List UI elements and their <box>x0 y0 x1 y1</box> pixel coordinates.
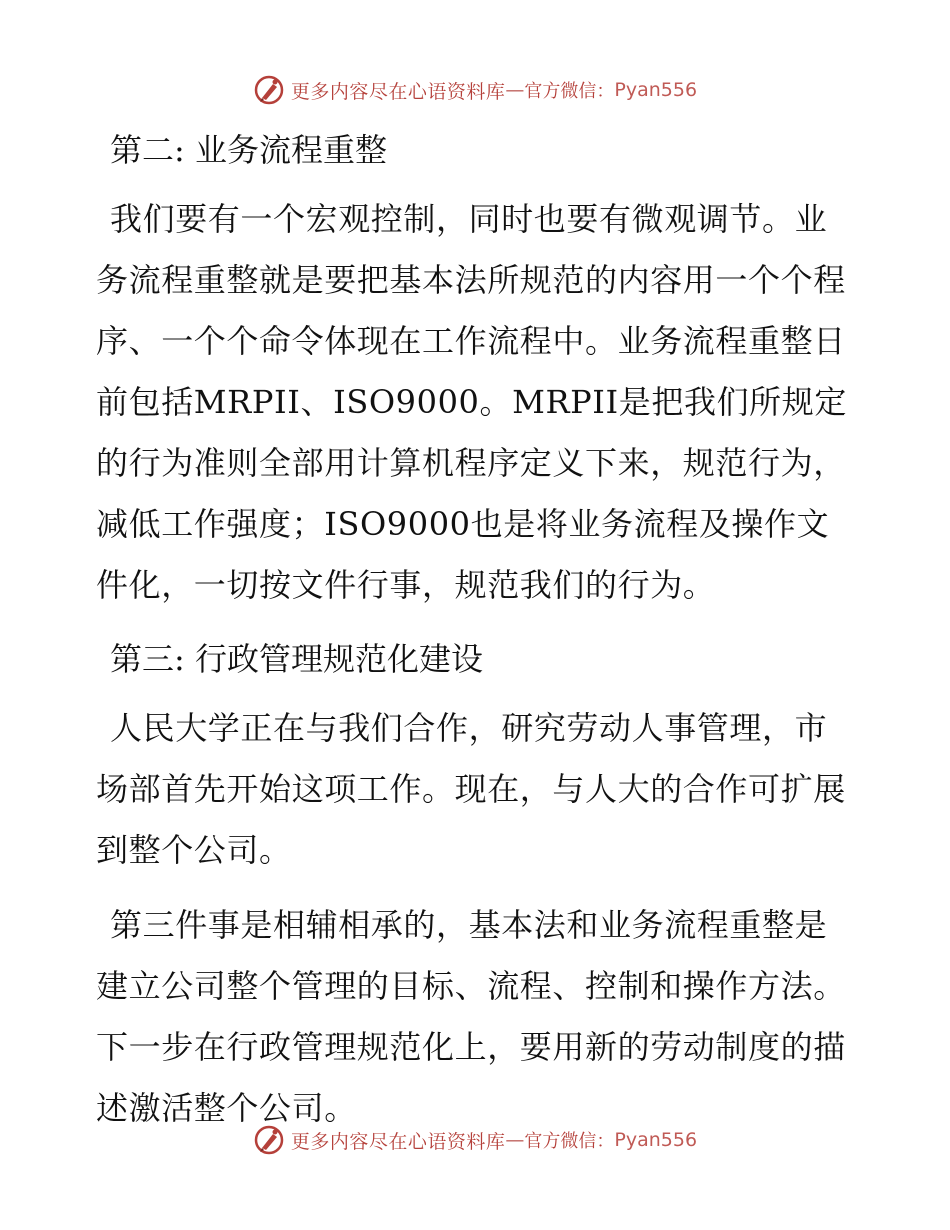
footer-watermark <box>0 1122 950 1158</box>
watermark-wechat-id: Pyan556 <box>614 1129 698 1151</box>
watermark-wechat-id: Pyan556 <box>614 79 698 101</box>
body-paragraph: 我们要有一个宏观控制，同时也要有微观调节。业务流程重整就是要把基本法所规范的内容用一个个程序、一个个命令体现在工作流程中。业务流程重整日前包括MRPII、ISO9000。MRPII是把我们所规定的行为准则全部用计算机程序定义下来，规范行为，减低工作强度；ISO9000也是将业务流程及操作文件化，一切按文件行事，规范我们的行为。 <box>96 200 847 604</box>
document-body <box>96 121 856 1139</box>
watermark-wechat-label: 官方微信： <box>524 81 615 102</box>
watermark-dash: — <box>505 1129 525 1151</box>
watermark-site-name: 更多内容尽在心语资料库 <box>290 80 506 103</box>
brand-pen-icon <box>253 1124 285 1156</box>
section-heading: 第二: 业务流程重整 <box>110 131 387 169</box>
body-paragraph: 人民大学正在与我们合作，研究劳动人事管理，市场部首先开始这项工作。现在，与人大的合作可扩展到整个公司。 <box>96 709 846 869</box>
watermark-dash: — <box>505 79 525 101</box>
header-watermark <box>0 72 950 108</box>
section-heading: 第三: 行政管理规范化建设 <box>110 640 483 678</box>
watermark-site-name: 更多内容尽在心语资料库 <box>290 1130 506 1153</box>
watermark-wechat-label: 官方微信： <box>524 1131 615 1152</box>
body-paragraph: 第三件事是相辅相承的，基本法和业务流程重整是建立公司整个管理的目标、流程、控制和操作方法。下一步在行政管理规范化上，要用新的劳动制度的描述激活整个公司。 <box>96 906 846 1127</box>
brand-pen-icon <box>253 74 285 106</box>
